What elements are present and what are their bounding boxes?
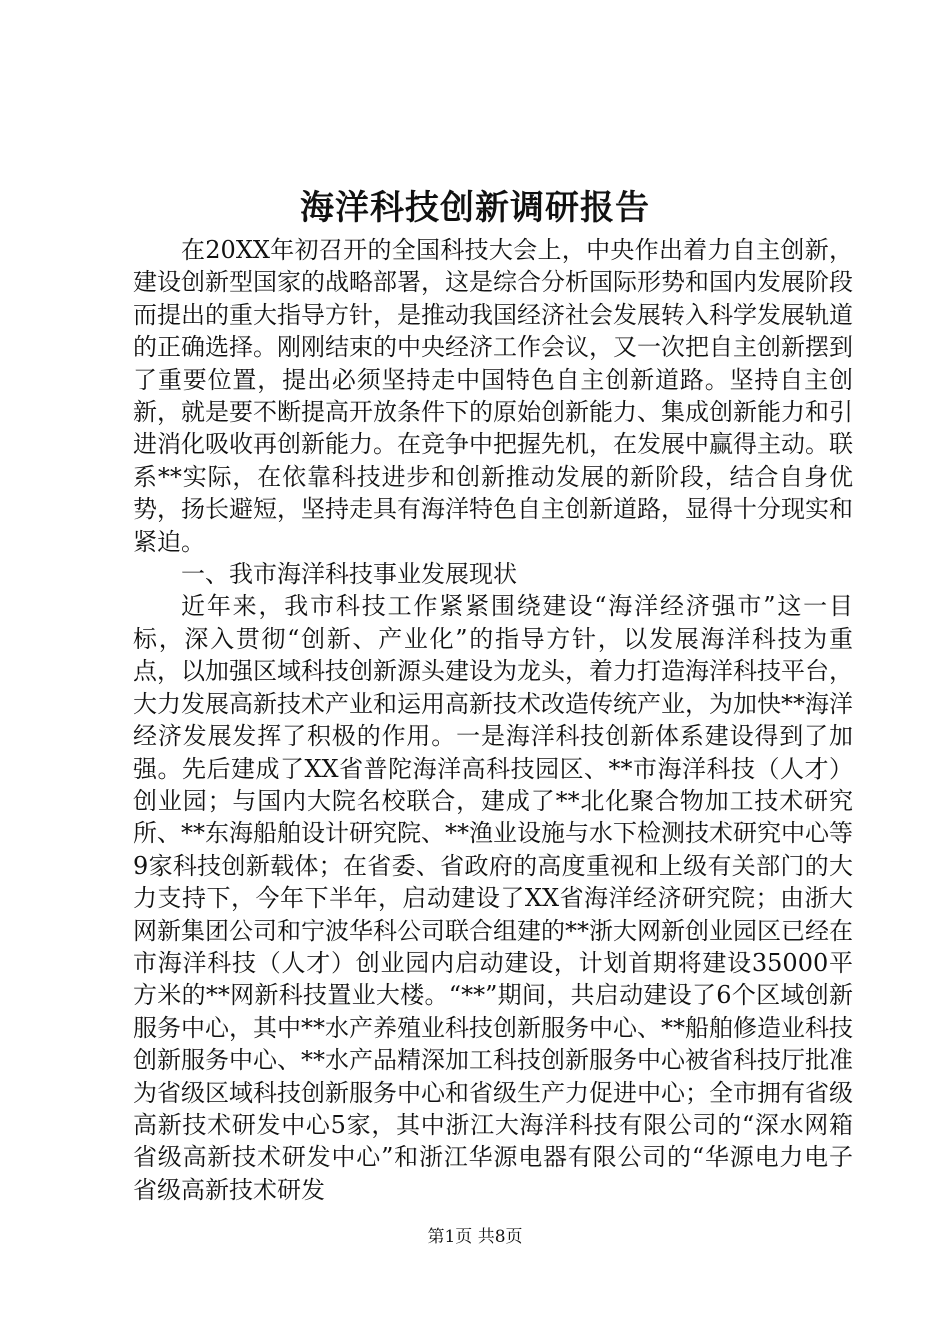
document-title: 海洋科技创新调研报告 <box>300 188 650 228</box>
paragraph-status: 近年来，我市科技工作紧紧围绕建设“海洋经济强市”这一目标，深入贯彻“创新、产业化”的指导方针，以发展海洋科技为重点，以加强区域科技创新源头建设为龙头，着力打造海洋科技平台，大力发展高新技术产业和运用高新技术改造传统产业，为加快**海洋经济发展发挥了积极的作用。一是海洋科技创新体系建设得到了加强。先后建成了XX省普陀海洋高科技园区、**市海洋科技（人才）创业园；与国内大院名校联合，建成了**北化聚合物加工技术研究所、**东海船舶设计研究院、**渔业设施与水下检测技术研究中心等9家科技创新载体；在省委、省政府的高度重视和上级有关部门的大力支持下，今年下半年，启动建设了XX省海洋经济研究院；由浙大网新集团公司和宁波华科公司联合组建的**浙大网新创业园区已经在市海洋科技（人才）创业园内启动建设，计划首期将建设35000平方米的**网新科技置业大楼。“**”期间，共启动建设了6个区域创新服务中心，其中**水产养殖业科技创新服务中心、**船舶修造业科技创新服务中心、**水产品精深加工科技创新服务中心被省科技厅批准为省级区域科技创新服务中心和省级生产力促进中心；全市拥有省级高新技术研发中心5家，其中浙江大海洋科技有限公司的“深水网箱省级高新技术研发中心”和浙江华源电器有限公司的“华源电力电子省级高新技术研发 <box>133 592 853 1204</box>
document-body <box>133 234 853 1206</box>
paragraph-intro: 在20XX年初召开的全国科技大会上，中央作出着力自主创新，建设创新型国家的战略部署，这是综合分析国际形势和国内发展阶段而提出的重大指导方针，是推动我国经济社会发展转入科学发展轨道的正确选择。刚刚结束的中央经济工作会议，又一次把自主创新摆到了重要位置，提出必须坚持走中国特色自主创新道路。坚持自主创新，就是要不断提高开放条件下的原始创新能力、集成创新能力和引进消化吸收再创新能力。在竞争中把握先机，在发展中赢得主动。联系**实际，在依靠科技进步和创新推动发展的新阶段，结合自身优势，扬长避短，坚持走具有海洋特色自主创新道路，显得十分现实和紧迫。 <box>133 236 853 556</box>
section-heading: 一、我市海洋科技事业发展现状 <box>181 560 517 589</box>
page-number: 第1页 共8页 <box>427 1227 523 1247</box>
